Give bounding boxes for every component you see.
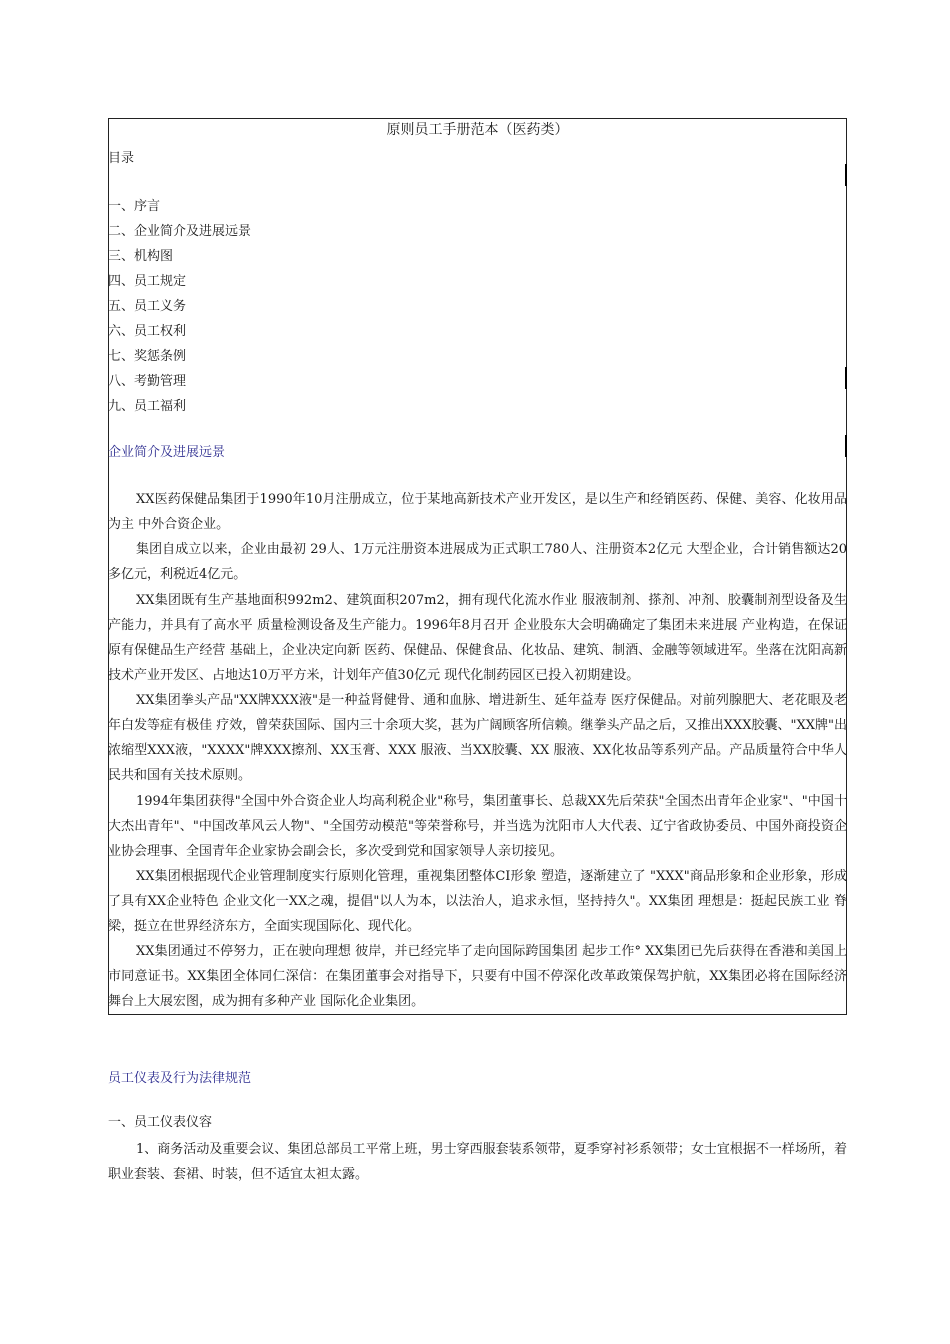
frame-edge-mark <box>845 435 847 457</box>
toc-item: 八、考勤管理 <box>108 374 187 389</box>
frame-edge-mark <box>845 367 847 389</box>
body-paragraph: XX集团根据现代企业管理制度实行原则化管理，重视集团整体CI形象 塑造，逐渐建立了 "XXX"商品形象和企业形象，形成了具有XX企业特色 企业文化一XX之魂，提倡"以人为本，以法治人，追求永恒，坚持持久"。XX集团 理想是：挺起民族工业 脊梁，挺立在世界经济东方，全面实现国际化、现代化。 <box>108 869 847 934</box>
body-paragraph: XX医药保健品集团于1990年10月注册成立，位于某地高新技术产业开发区，是以生产和经销医药、保健、美容、化妆用品为主 中外合资企业。 <box>108 492 847 532</box>
document-title: 原则员工手册范本（医药类） <box>386 122 569 138</box>
toc-item: 二、企业简介及进展远景 <box>108 224 252 239</box>
body-paragraph: 1、商务活动及重要会议、集团总部员工平常上班，男士穿西服套装系领带，夏季穿衬衫系领带；女士宜根据不一样场所，着职业套装、套裙、时装，但不适宜太袒太露。 <box>108 1142 847 1182</box>
body-paragraph: 1994年集团获得"全国中外合资企业人均高利税企业"称号，集团董事长、总裁XX先后荣获"全国杰出青年企业家"、"中国十大杰出青年"、"中国改革风云人物"、"全国劳动模范"等荣誉称号，并当选为沈阳市人大代表、辽宁省政协委员、中国外商投资企业协会理事、全国青年企业家协会副会长，多次受到党和国家领导人亲切接见。 <box>108 794 847 859</box>
body-paragraph: XX集团既有生产基地面积992m2、建筑面积207m2，拥有现代化流水作业 服液制剂、搽剂、冲剂、胶囊制剂型设备及生产能力，并具有了高水平 质量检测设备及生产能力。1996年8月召开 企业股东大会明确确定了集团未来进展 产业构造，在保证原有保健品生产经营 基础上，企业决定向新 医药、保健品、保健食品、化妆品、建筑、制酒、金融等领域进军。坐落在沈阳高新技术产业开发区、占地达10万平方米，计划年产值30亿元 现代化制药园区已投入初期建设。 <box>108 593 847 683</box>
body-paragraph: 集团自成立以来，企业由最初 29人、1万元注册资本进展成为正式职工780人、注册资本2亿元 大型企业，合计销售额达20多亿元，利税近4亿元。 <box>108 542 847 582</box>
body-paragraph: XX集团通过不停努力，正在驶向理想 彼岸，并已经完毕了走向国际跨国集团 起步工作° XX集团已先后获得在香港和美国上市同意证书。XX集团全体同仁深信：在集团董事会对指导下，只要有中国不停深化改革政策保驾护航，XX集团必将在国际经济舞台上大展宏图，成为拥有多种产业 国际化企业集团。 <box>108 944 847 1009</box>
toc-item: 一、序言 <box>108 199 161 214</box>
toc-item: 九、员工福利 <box>108 399 187 414</box>
toc-heading: 目录 <box>108 151 135 166</box>
body-paragraph: XX集团拳头产品"XX牌XXX液"是一种益肾健骨、通和血脉、增进新生、延年益寿 医疗保健品。对前列腺肥大、老花眼及老年白发等症有极佳 疗效，曾荣获国际、国内三十余项大奖，甚为广阔顾客所信赖。继拳头产品之后，又推出XXX胶囊、"XX牌"出浓缩型XXX液，"XXXX"牌XXX擦剂、XX玉膏、XXX 服液、当XX胶囊、XX 服液、XX化妆品等系列产品。产品质量符合中华人民共和国有关技术原则。 <box>108 693 847 783</box>
toc-item: 七、奖惩条例 <box>108 349 187 364</box>
section-heading-employee-conduct: 员工仪表及行为法律规范 <box>108 1071 252 1086</box>
subsection-heading: 一、员工仪表仪容 <box>108 1115 213 1130</box>
toc-item: 五、员工义务 <box>108 299 187 314</box>
toc-item: 四、员工规定 <box>108 274 187 289</box>
toc-item: 三、机构图 <box>108 249 174 264</box>
toc-item: 六、员工权利 <box>108 324 187 339</box>
frame-edge-mark <box>845 164 847 186</box>
section-heading-company-intro: 企业简介及进展远景 <box>108 445 226 460</box>
